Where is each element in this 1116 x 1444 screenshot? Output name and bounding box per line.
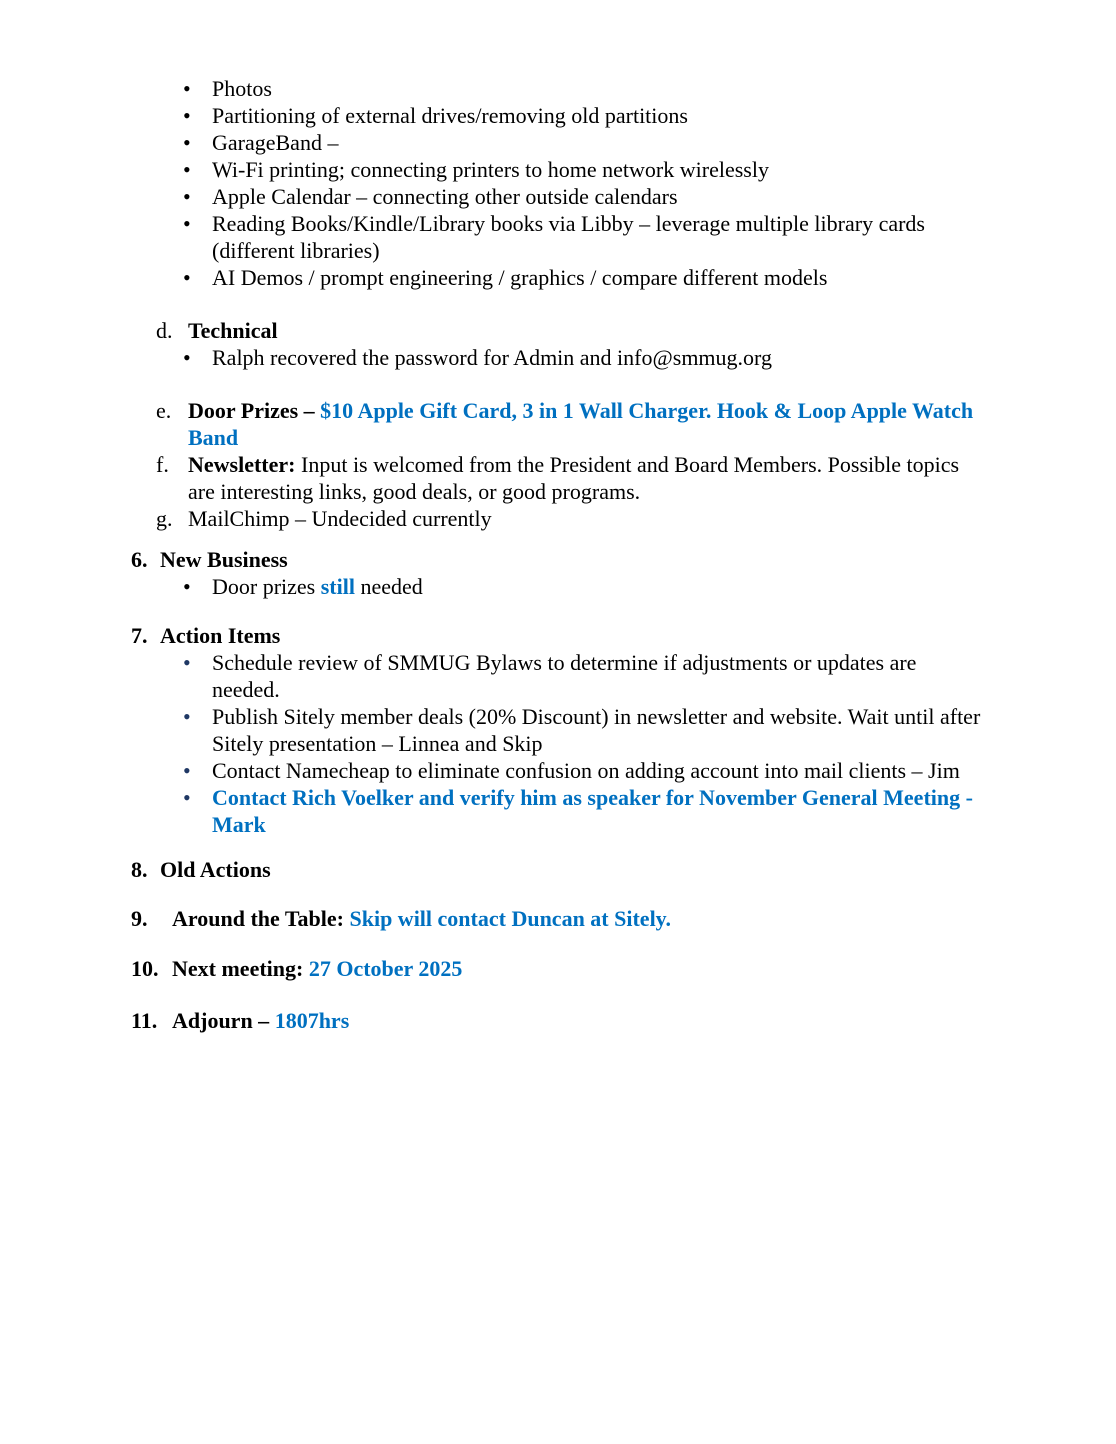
- number-marker: 7.: [131, 623, 148, 648]
- section-new-business: [131, 546, 1116, 573]
- mailchimp-text: MailChimp – Undecided currently: [188, 506, 492, 531]
- bullet-icon: •: [183, 103, 191, 128]
- program-topics-list: [131, 75, 1116, 291]
- bullet-icon: •: [183, 265, 191, 290]
- number-marker: 6.: [131, 547, 148, 572]
- letter-marker: d.: [156, 318, 173, 343]
- topic-text: Photos: [212, 76, 272, 101]
- action-item: [183, 784, 1116, 838]
- letter-marker: e.: [156, 398, 172, 423]
- bullet-icon: •: [183, 76, 191, 101]
- still-highlight: still: [320, 574, 355, 599]
- section-adjourn: [131, 1007, 1116, 1034]
- adjourn-label: Adjourn –: [172, 1008, 275, 1033]
- action-item: [183, 703, 1116, 757]
- action-item-text-highlighted: Contact Rich Voelker and verify him as speaker for November General Meeting - Mark: [212, 785, 973, 837]
- item-door-prizes: [156, 397, 1116, 451]
- bullet-icon: •: [183, 704, 191, 729]
- door-prizes-note-post: needed: [354, 574, 423, 599]
- topic-bullet-item: [183, 102, 1116, 129]
- around-the-table-value: Skip will contact Duncan at Sitely.: [349, 906, 671, 931]
- door-prizes-label: Door Prizes –: [188, 398, 321, 423]
- section-title: New Business: [160, 547, 288, 572]
- item-technical: [156, 317, 1116, 344]
- letter-marker: g.: [156, 506, 173, 531]
- technical-bullet-text: Ralph recovered the password for Admin and info@smmug.org: [212, 345, 772, 370]
- topic-text: Reading Books/Kindle/Library books via Libby – leverage multiple library cards (different libraries): [212, 211, 925, 263]
- section-title: Technical: [188, 318, 278, 343]
- topic-text: GarageBand –: [212, 130, 339, 155]
- number-marker: 9.: [131, 906, 148, 931]
- action-items-list: [131, 649, 1116, 838]
- around-the-table-label: Around the Table:: [172, 906, 350, 931]
- newsletter-label: Newsletter:: [188, 452, 296, 477]
- topic-text: Apple Calendar – connecting other outside calendars: [212, 184, 678, 209]
- item-mailchimp: [156, 505, 1116, 532]
- letter-marker: f.: [156, 452, 169, 477]
- newsletter-value: Input is welcomed from the President and Board Members. Possible topics are interesting links, good deals, or good programs.: [188, 452, 960, 504]
- topic-bullet-item: [183, 210, 1116, 264]
- adjourn-time: 1807hrs: [274, 1008, 350, 1033]
- action-item: [183, 757, 1116, 784]
- topic-bullet-item: [183, 129, 1116, 156]
- bullet-icon: •: [183, 785, 191, 810]
- technical-bullet-item: [183, 344, 1116, 371]
- item-newsletter: [156, 451, 1116, 505]
- bullet-icon: •: [183, 184, 191, 209]
- topic-bullet-item: [183, 75, 1116, 102]
- topic-bullet-item: [183, 156, 1116, 183]
- next-meeting-label: Next meeting:: [172, 956, 309, 981]
- topic-text: AI Demos / prompt engineering / graphics / compare different models: [212, 265, 828, 290]
- section-title: Old Actions: [160, 857, 271, 882]
- topic-bullet-item: [183, 264, 1116, 291]
- action-item: [183, 649, 1116, 703]
- door-prizes-note-pre: Door prizes: [212, 574, 321, 599]
- topic-text: Partitioning of external drives/removing old partitions: [212, 103, 688, 128]
- action-item-text: Contact Namecheap to eliminate confusion on adding account into mail clients – Jim: [212, 758, 960, 783]
- next-meeting-date: 27 October 2025: [308, 956, 463, 981]
- number-marker: 8.: [131, 857, 148, 882]
- bullet-icon: •: [183, 130, 191, 155]
- section-next-meeting: [131, 955, 1116, 982]
- door-prizes-value: $10 Apple Gift Card, 3 in 1 Wall Charger. Hook & Loop Apple Watch Band: [188, 398, 974, 450]
- bullet-icon: •: [183, 650, 191, 675]
- bullet-icon: •: [183, 758, 191, 783]
- section-action-items: [131, 622, 1116, 649]
- bullet-icon: •: [183, 211, 191, 236]
- number-marker: 11.: [131, 1008, 158, 1033]
- topic-text: Wi-Fi printing; connecting printers to home network wirelessly: [212, 157, 769, 182]
- bullet-icon: •: [183, 574, 191, 599]
- section-old-actions: [131, 856, 1116, 883]
- section-title: Action Items: [160, 623, 281, 648]
- number-marker: 10.: [131, 956, 159, 981]
- bullet-icon: •: [183, 157, 191, 182]
- section-around-the-table: [131, 905, 1116, 932]
- topic-bullet-item: [183, 183, 1116, 210]
- action-item-text: Schedule review of SMMUG Bylaws to determine if adjustments or updates are needed.: [212, 650, 917, 702]
- action-item-text: Publish Sitely member deals (20% Discount) in newsletter and website. Wait until after Sitely presentation – Linnea and Skip: [212, 704, 981, 756]
- bullet-icon: •: [183, 345, 191, 370]
- new-business-bullet-item: [183, 573, 1116, 600]
